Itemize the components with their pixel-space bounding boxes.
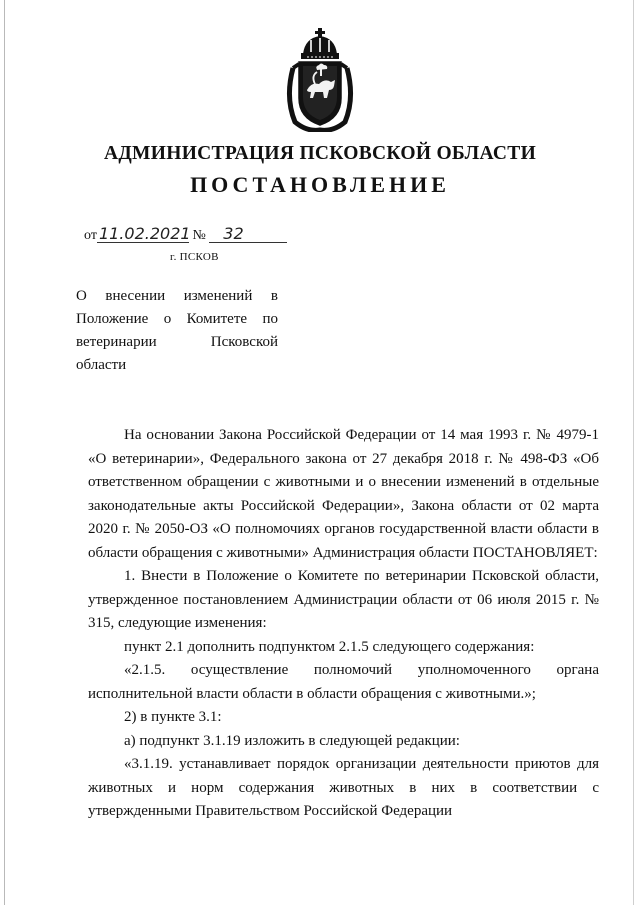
pskov-coat-of-arms-icon — [281, 28, 359, 132]
paragraph-item-2: 2) в пункте 3.1: — [124, 709, 222, 725]
paragraph-subitem-a: а) подпункт 3.1.19 изложить в следующей редакции: — [124, 732, 460, 749]
paragraph-basis: На основании Закона Российской Федерации от 14 мая 1993 г. № 4979-1 «О ветеринарии», Федерального закона от 27 декабря 2018 г. № 498-ФЗ «Об ответственном обращении с животными и о внесении изменений в отдельные законодательные акты Российской Федерации», Закона области от 02 марта 2020 г. № 2050-ОЗ «О полномочиях органов государственной власти области в области обращения с животными» Администрация области ПОСТАНОВЛЯЕТ: — [88, 427, 599, 561]
number-prefix: № — [192, 228, 206, 243]
document-type: ПОСТАНОВЛЕНИЕ — [190, 172, 450, 197]
date-prefix: от — [84, 228, 97, 243]
organization-title: АДМИНИСТРАЦИЯ ПСКОВСКОЙ ОБЛАСТИ — [103, 143, 537, 164]
scan-edge-right — [633, 0, 634, 905]
date-number-line — [84, 225, 287, 244]
paragraph-subpoint-2-1-5: «2.1.5. осуществление полномочий уполномоченного органа исполнительной власти области в области обращения с животными.»; — [88, 662, 599, 702]
document-date: 11.02.2021 — [98, 224, 191, 243]
document-number: 32 — [209, 225, 287, 243]
city-label: г. ПСКОВ — [170, 251, 219, 263]
scan-edge-left — [4, 0, 5, 905]
paragraph-point-2-1: пункт 2.1 дополнить подпунктом 2.1.5 следующего содержания: — [124, 638, 535, 655]
document-body — [88, 424, 599, 824]
paragraph-item-1: 1. Внести в Положение о Комитете по ветеринарии Псковской области, утвержденное постановлением Администрации области от 06 июля 2015 г. № 315, следующие изменения: — [88, 568, 599, 631]
paragraph-subpoint-3-1-19: «3.1.19. устанавливает порядок организации деятельности приютов для животных и норм содержания животных в них в соответствии с утвержденными Правительством Российской Федерации — [88, 756, 599, 819]
document-subject: О внесении изменений в Положение о Комитете по ветеринарии Псковской области — [76, 288, 278, 373]
